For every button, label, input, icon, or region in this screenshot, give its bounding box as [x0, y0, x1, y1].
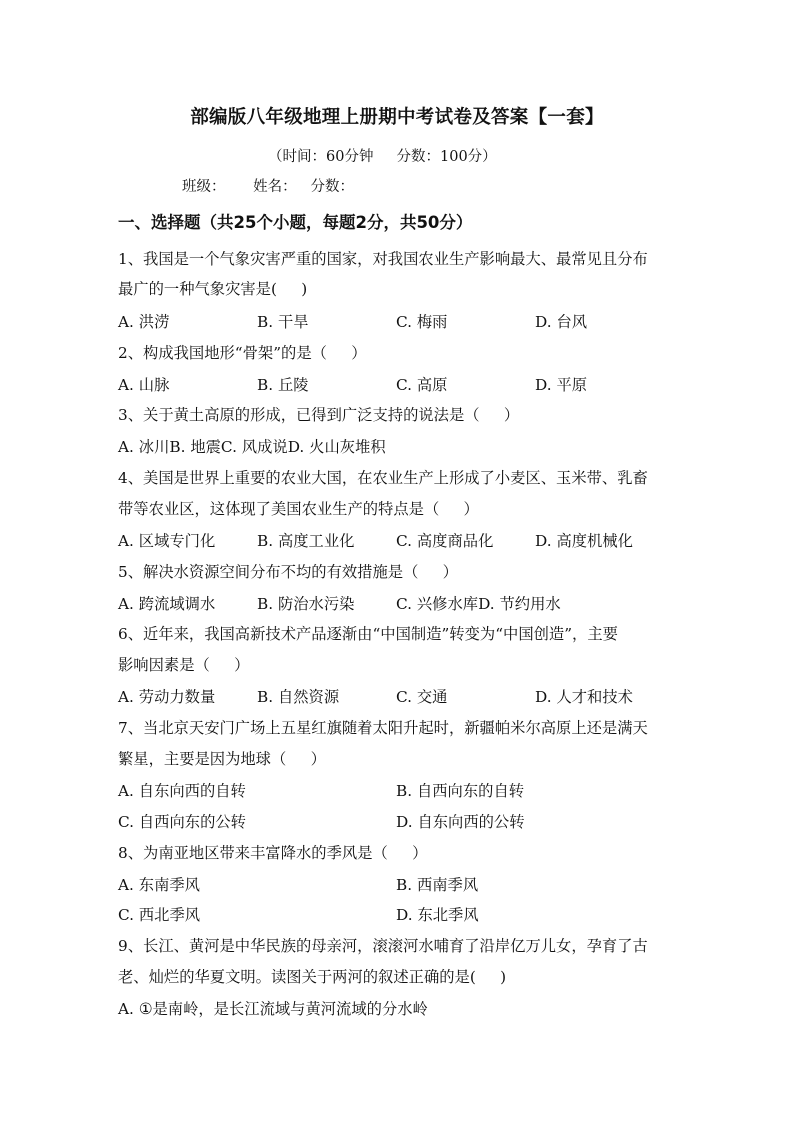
time-score-line: （时间：60分钟 分数：100分） — [268, 149, 497, 165]
question-9-stem-line-2: 老、灿烂的华夏文明。读图关于两河的叙述正确的是( ) — [118, 968, 507, 986]
question-8-stem: 8、为南亚地区带来丰富降水的季风是（ ） — [118, 844, 428, 862]
question-4-option-c: C. 高度商品化 — [396, 532, 494, 550]
question-5-option-b: B. 防治水污染 — [257, 595, 355, 613]
question-5-stem: 5、解决水资源空间分布不均的有效措施是（ ） — [118, 563, 458, 581]
question-4-stem-line-2: 带等农业区，这体现了美国农业生产的特点是（ ） — [118, 500, 479, 518]
question-7-option-d: D. 自东向西的公转 — [396, 813, 525, 831]
question-1-option-d: D. 台风 — [535, 313, 588, 331]
question-6-option-a: A. 劳动力数量 — [118, 688, 216, 706]
question-1-option-b: B. 干旱 — [257, 313, 309, 331]
question-8-option-d: D. 东北季风 — [396, 906, 479, 924]
question-1-option-a: A. 洪涝 — [118, 313, 170, 331]
question-5-option-a: A. 跨流域调水 — [118, 595, 216, 613]
question-6-stem-line-2: 影响因素是（ ） — [118, 656, 250, 674]
question-7-option-a: A. 自东向西的自转 — [118, 782, 246, 800]
question-4-stem-line-1: 4、美国是世界上重要的农业大国，在农业生产上形成了小麦区、玉米带、乳畜 — [118, 469, 648, 487]
question-8-option-a: A. 东南季风 — [118, 876, 200, 894]
question-2-option-d: D. 平原 — [535, 376, 588, 394]
question-5-option-cd: C. 兴修水库D. 节约用水 — [396, 595, 561, 613]
question-2-stem: 2、构成我国地形“骨架”的是（ ） — [118, 344, 367, 362]
question-2-option-c: C. 高原 — [396, 376, 448, 394]
question-1-stem-line-2: 最广的一种气象灾害是( ) — [118, 280, 308, 298]
question-7-option-b: B. 自西向东的自转 — [396, 782, 525, 800]
question-1-stem-line-1: 1、我国是一个气象灾害严重的国家，对我国农业生产影响最大、最常见且分布 — [118, 250, 648, 268]
question-2-option-b: B. 丘陵 — [257, 376, 309, 394]
question-7-stem-line-1: 7、当北京天安门广场上五星红旗随着太阳升起时，新疆帕米尔高原上还是满天 — [118, 719, 648, 737]
question-2-option-a: A. 山脉 — [118, 376, 170, 394]
question-7-stem-line-2: 繁星，主要是因为地球（ ） — [118, 750, 326, 768]
question-6-option-c: C. 交通 — [396, 688, 448, 706]
question-4-option-b: B. 高度工业化 — [257, 532, 355, 550]
question-3-options: A. 冰川B. 地震C. 风成说D. 火山灰堆积 — [118, 438, 386, 456]
question-7-option-c: C. 自西向东的公转 — [118, 813, 246, 831]
question-3-stem: 3、关于黄土高原的形成，已得到广泛支持的说法是（ ） — [118, 406, 520, 424]
student-info-line: 班级： 姓名： 分数： — [182, 179, 354, 195]
question-1-option-c: C. 梅雨 — [396, 313, 448, 331]
question-6-option-b: B. 自然资源 — [257, 688, 340, 706]
question-8-option-b: B. 西南季风 — [396, 876, 479, 894]
section-heading: 一、选择题（共25个小题，每题2分，共50分） — [118, 213, 473, 232]
question-6-option-d: D. 人才和技术 — [535, 688, 633, 706]
question-9-stem-line-1: 9、长江、黄河是中华民族的母亲河，滚滚河水哺育了沿岸亿万儿女，孕育了古 — [118, 937, 648, 955]
exam-title: 部编版八年级地理上册期中考试卷及答案【一套】 — [190, 107, 604, 128]
question-6-stem-line-1: 6、近年来，我国高新技术产品逐渐由“中国制造”转变为“中国创造”，主要 — [118, 625, 618, 643]
question-4-option-d: D. 高度机械化 — [535, 532, 633, 550]
question-4-option-a: A. 区域专门化 — [118, 532, 216, 550]
question-8-option-c: C. 西北季风 — [118, 906, 201, 924]
question-9-option-a: A. ①是南岭，是长江流域与黄河流域的分水岭 — [118, 1000, 428, 1018]
